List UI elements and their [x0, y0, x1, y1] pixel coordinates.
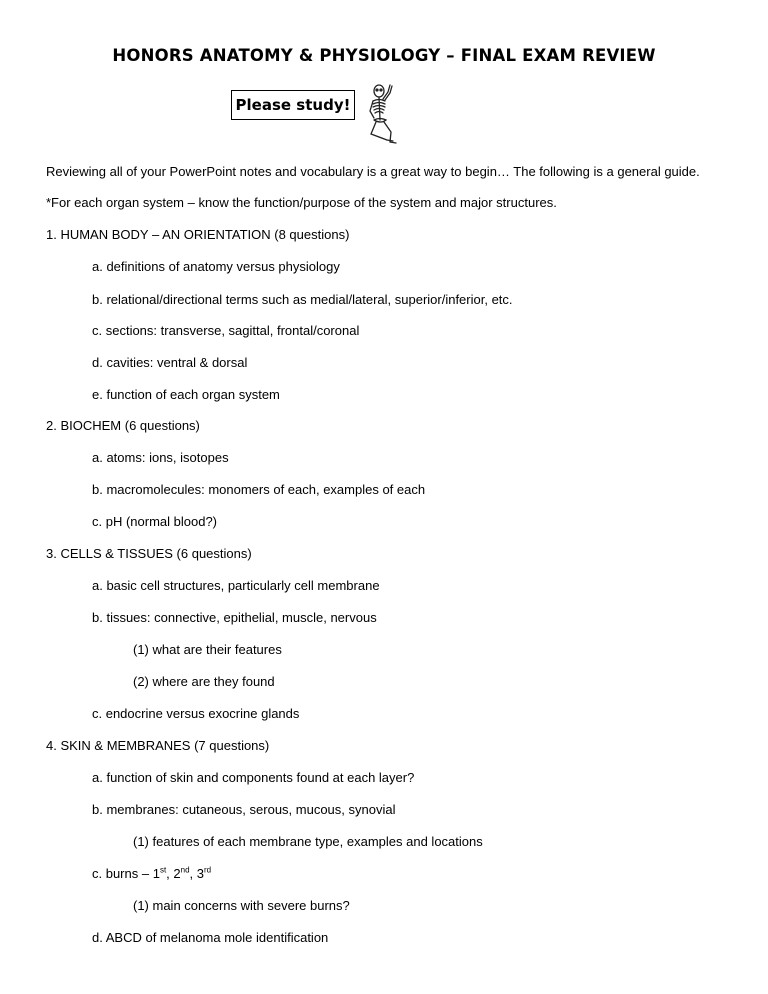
list-item: a. definitions of anatomy versus physiology [92, 259, 340, 274]
list-item: c. sections: transverse, sagittal, frontal/coronal [92, 323, 360, 338]
list-item: b. membranes: cutaneous, serous, mucous, synovial [92, 802, 396, 817]
burns-mid-1: , 2 [166, 866, 181, 881]
kneeling-skeleton-icon [357, 82, 413, 146]
section-heading: 1. HUMAN BODY – AN ORIENTATION (8 questions) [46, 227, 350, 242]
page-title: HONORS ANATOMY & PHYSIOLOGY – FINAL EXAM REVIEW [112, 46, 656, 65]
burns-mid-2: , 3 [189, 866, 205, 881]
superscript-nd: nd [180, 865, 190, 875]
list-item: a. atoms: ions, isotopes [92, 450, 229, 465]
list-item: b. macromolecules: monomers of each, examples of each [92, 482, 426, 497]
list-item: c. endocrine versus exocrine glands [92, 706, 300, 721]
list-item: b. tissues: connective, epithelial, muscle, nervous [92, 610, 377, 625]
intro-text: Reviewing all of your PowerPoint notes and vocabulary is a great way to begin… The following is a general guide. [46, 164, 700, 179]
superscript-rd: rd [204, 865, 212, 875]
sub-list-item: (1) features of each membrane type, examples and locations [133, 834, 483, 849]
list-item: d. cavities: ventral & dorsal [92, 355, 248, 370]
section-heading: 2. BIOCHEM (6 questions) [46, 418, 200, 433]
list-item-burns [92, 866, 211, 882]
sub-list-item: (2) where are they found [133, 674, 275, 689]
list-item: d. ABCD of melanoma mole identification [92, 930, 329, 945]
list-item: c. pH (normal blood?) [92, 514, 217, 529]
list-item: a. basic cell structures, particularly cell membrane [92, 578, 380, 593]
superscript-st: st [159, 865, 167, 875]
sub-list-item: (1) main concerns with severe burns? [133, 898, 350, 913]
list-item: a. function of skin and components found at each layer? [92, 770, 415, 785]
sub-list-item: (1) what are their features [133, 642, 282, 657]
please-study-callout: Please study! [231, 90, 355, 120]
list-item: e. function of each organ system [92, 387, 280, 402]
section-heading: 3. CELLS & TISSUES (6 questions) [46, 546, 252, 561]
instruction-note: *For each organ system – know the function/purpose of the system and major structures. [46, 195, 557, 210]
section-heading: 4. SKIN & MEMBRANES (7 questions) [46, 738, 270, 753]
burns-prefix: c. burns – 1 [92, 866, 160, 881]
list-item: b. relational/directional terms such as medial/lateral, superior/inferior, etc. [92, 292, 513, 307]
